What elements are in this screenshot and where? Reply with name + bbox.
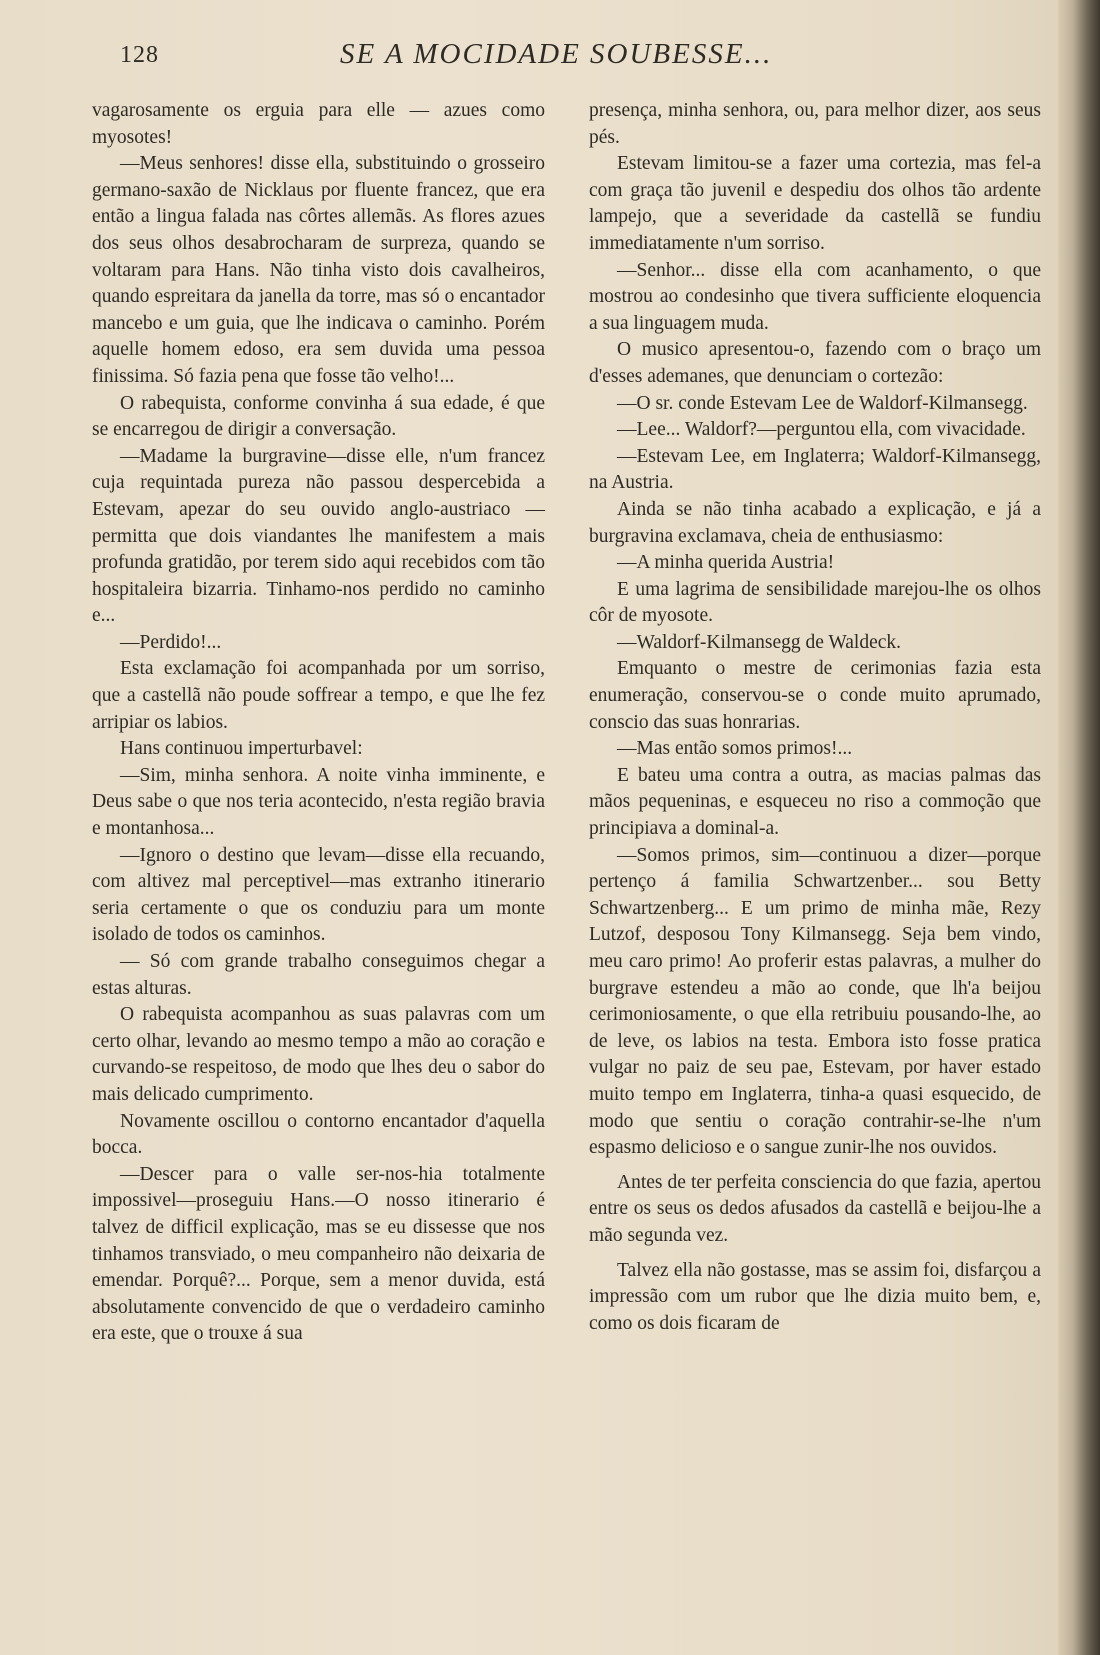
paragraph: Antes de ter perfeita consciencia do que fazia, apertou entre os seus os dedos afusados da castellã e beijou-lhe a mão segunda vez. — [589, 1171, 1041, 1246]
paragraph: —O sr. conde Estevam Lee de Waldorf-Kilmansegg. — [617, 392, 1028, 414]
paragraph: Hans continuou imperturbavel: — [120, 738, 363, 760]
paragraph: —Madame la burgravine—disse elle, n'um francez cuja requintada pureza não passou despercebida a Estevam, apezar do seu ouvido anglo-austriaco — permitta que dois viandantes lhe manifestem a mais profunda gratidão, por terem sido aqui recebidos com tão hospitaleira bizarria. Tinhamo-nos perdido no caminho e... — [92, 445, 545, 627]
paragraph: —Mas então somos primos!... — [617, 738, 853, 760]
paragraph: —Senhor... disse ella com acanhamento, o que mostrou ao condesinho que tivera sufficiente eloquencia a sua linguagem muda. — [589, 259, 1041, 334]
paragraph: —Ignoro o destino que levam—disse ella recuando, com altivez mal perceptivel—mas extranho itinerario seria certamente o que os conduziu para um monte isolado de todos os caminhos. — [92, 844, 545, 946]
paragraph: —Perdido!... — [120, 631, 222, 653]
paragraph: Novamente oscillou o contorno encantador d'aquella bocca. — [92, 1110, 545, 1159]
paragraph: — Só com grande trabalho conseguimos chegar a estas alturas. — [92, 951, 545, 999]
paragraph: —A minha querida Austria! — [617, 552, 835, 574]
paragraph: Estevam limitou-se a fazer uma cortezia, mas fel-a com graça tão juvenil e despediu dos olhos tão ardente lampejo, que a severidade da castellã se fundiu immediatamente n'um sorriso. — [589, 153, 1041, 254]
paragraph: O musico apresentou-o, fazendo com o braço um d'esses ademanes, que denunciam o cortezão: — [589, 339, 1041, 387]
paragraph: E uma lagrima de sensibilidade marejou-lhe os olhos côr de myosote. — [589, 578, 1041, 627]
paragraph: presença, minha senhora, ou, para melhor dizer, aos seus pés. — [589, 100, 1041, 148]
paragraph: Emquanto o mestre de cerimonias fazia esta enumeração, conservou-se o conde muito aprumado, conscio das suas honrarias. — [589, 658, 1041, 733]
paragraph: O rabequista acompanhou as suas palavras com um certo olhar, levando ao mesmo tempo a mão ao coração e curvando-se respeitoso, de modo que lhes deu o sabor do mais delicado cumprimento. — [92, 1004, 545, 1105]
page-edge-shadow — [1058, 0, 1100, 1655]
paragraph: —Somos primos, sim—continuou a dizer—porque pertenço á familia Schwartzenber... sou Betty Schwartzenberg... E um primo de minha mãe, Rezy Lutzof, desposou Tony Kilmansegg. Seja bem vindo, meu caro primo! Ao proferir estas palavras, a mulher do burgrave estendeu a mão ao conde, que lh'a beijou cerimoniosamente, o que ella retribuiu pousando-lhe, ao de leve, os labios na testa. Embora isto fosse pratica vulgar no paiz de seu pae, Estevam, por haver estado muito tempo em Inglaterra, tinha-a quasi esquecido, de modo que sentiu o coração contrahir-se-lhe n'um espasmo delicioso e o sangue zunir-lhe nos ouvidos. — [589, 844, 1041, 1159]
paragraph: O rabequista, conforme convinha á sua edade, é que se encarregou de dirigir a conversação. — [92, 392, 545, 441]
paragraph: —Sim, minha senhora. A noite vinha imminente, e Deus sabe o que nos teria acontecido, n'esta região bravia e montanhosa... — [92, 764, 545, 840]
paragraph: vagarosamente os erguia para elle — azues como myosotes! — [92, 100, 545, 148]
page-number: 128 — [120, 42, 159, 68]
paragraph: —Meus senhores! disse ella, substituindo o grosseiro germano-saxão de Nicklaus por fluente francez, que era então a lingua falada nas côrtes allemãs. As flores azues dos seus olhos desabrocharam de surpreza, quando se voltaram para Hans. Não tinha visto dois cavalheiros, quando espreitara da janella da torre, mas só o encantador mancebo e um guia, que lhe indicava o caminho. Porém aquelle homem edoso, era sem duvida uma pessoa finissima. Só fazia pena que fosse tão velho!... — [92, 153, 545, 387]
left-column — [92, 98, 545, 1348]
paragraph: E bateu uma contra a outra, as macias palmas das mãos pequeninas, e esqueceu no riso a commoção que principiava a dominal-a. — [589, 764, 1041, 840]
paragraph: —Waldorf-Kilmansegg de Waldeck. — [617, 631, 902, 653]
paragraph: —Lee... Waldorf?—perguntou ella, com vivacidade. — [617, 419, 1026, 441]
paragraph: Esta exclamação foi acompanhada por um sorriso, que a castellã não poude soffrear a tempo, e que lhe fez arripiar os labios. — [92, 658, 545, 733]
paragraph: —Estevam Lee, em Inglaterra; Waldorf-Kilmansegg, na Austria. — [589, 445, 1041, 494]
page-header — [0, 36, 1060, 76]
right-column — [589, 98, 1041, 1337]
paragraph: Talvez ella não gostasse, mas se assim foi, disfarçou a impressão com um rubor que lhe dizia muito bem, e, como os dois ficaram de — [589, 1259, 1041, 1334]
paragraph: —Descer para o valle ser-nos-hia totalmente impossivel—proseguiu Hans.—O nosso itinerario é talvez de difficil explicação, mas se eu dissesse que nos tinhamos transviado, o meu companheiro não deixaria de emendar. Porquê?... Porque, sem a menor duvida, está absolutamente convencido de que o verdadeiro caminho era este, que o trouxe á sua — [92, 1163, 545, 1345]
running-title: SE A MOCIDADE SOUBESSE... — [340, 38, 773, 70]
paragraph: Ainda se não tinha acabado a explicação, e já a burgravina exclamava, cheia de enthusiasmo: — [589, 498, 1041, 547]
